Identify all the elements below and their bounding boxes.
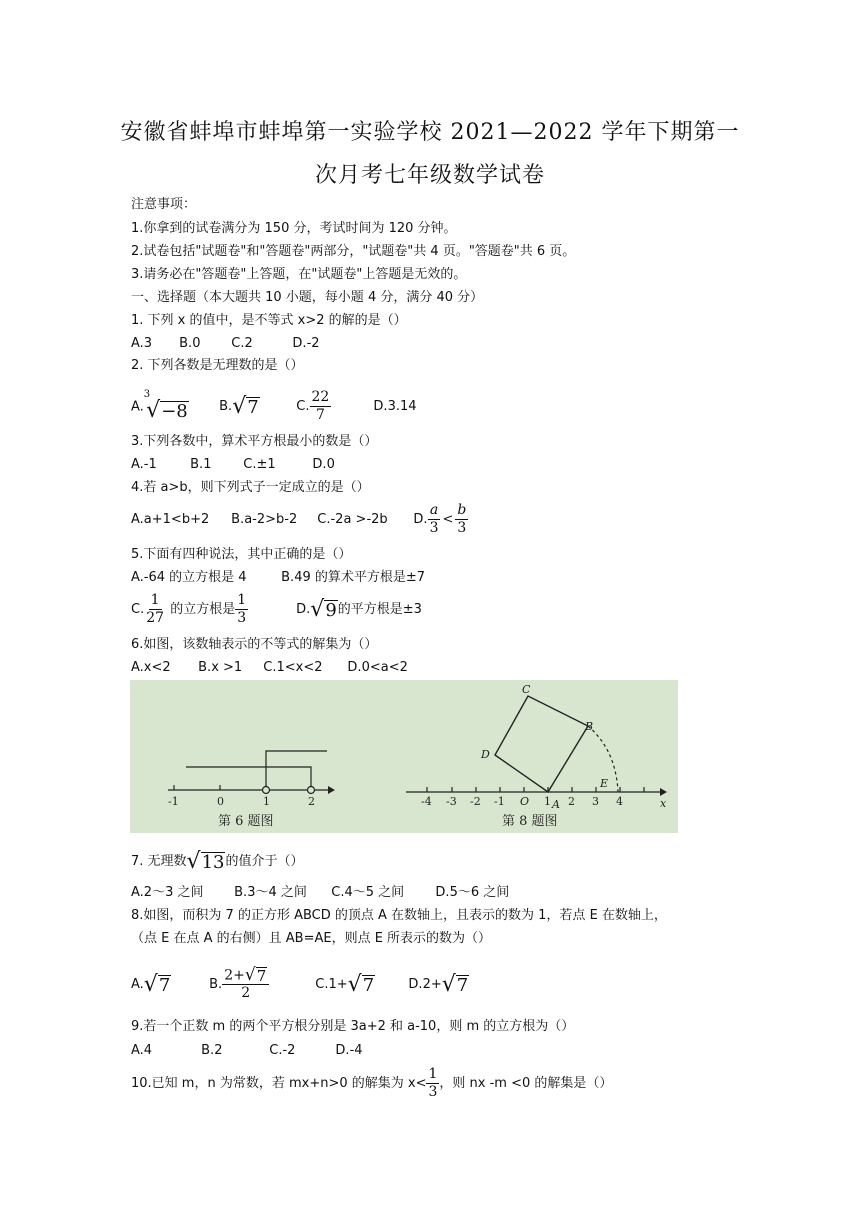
- q5-option-c: [131, 592, 292, 628]
- figure-svg: [130, 680, 678, 833]
- q4-d-prefix: D.: [413, 512, 428, 527]
- q4-option-c: C.-2a >-2b: [317, 512, 388, 527]
- q9-option-b: B.2: [201, 1043, 223, 1058]
- q2-a-prefix: A.: [131, 399, 144, 414]
- q6-stem: 6.如图，该数轴表示的不等式的解集为（）: [131, 637, 378, 652]
- fig8-axis-label: x: [660, 797, 667, 810]
- q5-stem: 5.下面有四种说法，其中正确的是（）: [131, 547, 352, 562]
- q2-stem: 2. 下列各数是无理数的是（）: [131, 358, 304, 373]
- radicand: 7: [256, 966, 267, 985]
- radicand: 7: [362, 974, 375, 996]
- fig8-tick-label: -1: [494, 795, 505, 808]
- root-index: 3: [143, 388, 151, 400]
- q6-option-d: D.0<a<2: [347, 660, 408, 675]
- fig8-point-d: D: [481, 748, 490, 761]
- fig6-open-circle: [308, 787, 315, 794]
- fig8-tick-label: 3: [592, 795, 599, 808]
- q5-options-cd: [131, 592, 422, 628]
- fig8-tick-label: 2: [568, 795, 575, 808]
- q4-options: [131, 502, 468, 538]
- fig6-number-line: [168, 751, 335, 794]
- fig8-tick-label: 1: [544, 795, 551, 808]
- q5-option-a: A.-64 的立方根是 4: [131, 570, 247, 585]
- q5-c-text: 的立方根是: [170, 602, 236, 617]
- q5-option-b: B.49 的算术平方根是±7: [281, 570, 426, 585]
- fraction-a-over-3: [428, 502, 441, 537]
- fig8-tick-label: -3: [446, 795, 457, 808]
- q2-b-prefix: B.: [219, 399, 233, 414]
- note-item-1: 1.你拿到的试卷满分为 150 分，考试时间为 120 分钟。: [131, 221, 457, 236]
- radicand: −8: [161, 400, 188, 422]
- fig6-axis-arrow: [328, 786, 335, 794]
- q1-option-d: D.-2: [292, 336, 320, 351]
- fig6-tick-label: 2: [308, 795, 315, 808]
- q5-d-prefix: D.: [296, 602, 311, 617]
- q2-option-c: [296, 389, 369, 424]
- q5-d-text: 的平方根是±3: [337, 602, 422, 617]
- q9-option-a: A.4: [131, 1043, 153, 1058]
- q3-option-d: D.0: [312, 457, 335, 472]
- square-root: √ 7: [244, 964, 267, 985]
- q6-option-b: B.x >1: [198, 660, 243, 675]
- numerator: 1: [428, 1066, 438, 1082]
- square-root: √ 13: [186, 848, 225, 874]
- q1-option-c: C.2: [231, 336, 253, 351]
- fig8-point-a: A: [552, 798, 560, 811]
- q1-option-a: A.3: [131, 336, 153, 351]
- fraction: [235, 592, 248, 627]
- fig6-range-left: [186, 767, 311, 787]
- fig6-caption: 第 6 题图: [218, 814, 274, 829]
- q8-option-a: [131, 962, 205, 1008]
- radicand: 7: [247, 396, 259, 418]
- q7-stem-suffix: 的值介于（）: [225, 854, 304, 869]
- q8-stem-2: （点 E 在点 A 的右侧）且 AB=AE，则点 E 所表示的数为（）: [131, 931, 492, 946]
- q6-options: [131, 659, 408, 677]
- q2-option-a: [131, 388, 215, 423]
- fig8-tick-label: -2: [470, 795, 481, 808]
- q3-option-b: B.1: [190, 457, 212, 472]
- notes-heading: 注意事项：: [131, 197, 197, 212]
- note-item-2: 2.试卷包括"试题卷"和"答题卷"两部分，"试题卷"共 4 页。"答题卷"共 6 页。: [131, 244, 576, 259]
- figure-panel: [130, 680, 678, 833]
- numerator: [222, 964, 269, 986]
- note-item-3: 3.请务必在"答题卷"上答题，在"试题卷"上答题是无效的。: [131, 267, 467, 282]
- q7-stem: [131, 848, 304, 876]
- fig6-range-right: [266, 751, 327, 787]
- fraction: [222, 964, 269, 1003]
- q7-option-d: D.5～6 之间: [435, 885, 510, 900]
- q1-options: [131, 335, 320, 353]
- cube-root: 3 √ −8: [144, 392, 189, 422]
- q2-option-d: D.3.14: [373, 399, 417, 414]
- q3-option-a: A.-1: [131, 457, 157, 472]
- fig8-tick-label: 4: [616, 795, 623, 808]
- q4-option-a: A.a+1<b+2: [131, 512, 210, 527]
- q1-stem: 1. 下列 x 的值中，是不等式 x>2 的解的是（）: [131, 313, 407, 328]
- q9-option-c: C.-2: [269, 1043, 296, 1058]
- square-root: √ 7: [441, 971, 469, 997]
- denominator: 3: [429, 520, 439, 536]
- q8-option-d: [408, 962, 469, 1008]
- numerator: a: [429, 502, 439, 518]
- q8-a-prefix: A.: [131, 977, 144, 992]
- denominator: 27: [146, 610, 165, 626]
- square-root: √ 7: [143, 971, 171, 997]
- fig8-square-abcd: [495, 696, 588, 792]
- numerator: 1: [237, 592, 247, 608]
- denominator: 3: [237, 610, 247, 626]
- square-root: √ 7: [232, 393, 259, 419]
- square-root: √ 9: [310, 596, 337, 622]
- fraction: [144, 592, 166, 627]
- numerator: b: [457, 502, 467, 518]
- q2-option-b: [219, 392, 292, 422]
- q8-b-prefix: B.: [209, 977, 223, 992]
- numerator: 1: [150, 592, 160, 608]
- radicand: 7: [158, 974, 171, 996]
- q6-option-a: A.x<2: [131, 660, 171, 675]
- fraction-b-over-3: [455, 502, 468, 537]
- q8-options: [131, 962, 469, 1008]
- title-line-2: 次月考七年级数学试卷: [314, 163, 545, 188]
- numerator: 22: [311, 389, 330, 405]
- fig6-tick-label: 1: [263, 795, 270, 808]
- denominator: 3: [457, 520, 467, 536]
- q2-options: [131, 389, 417, 424]
- q10-stem: [131, 1064, 612, 1104]
- q8-option-c: [315, 962, 404, 1008]
- fig6-tick-label: -1: [168, 795, 179, 808]
- q4-option-b: B.a-2>b-2: [231, 512, 298, 527]
- q3-stem: 3.下列各数中，算术平方根最小的数是（）: [131, 434, 378, 449]
- q10-stem-prefix: 10.已知 m，n 为常数，若 mx+n>0 的解集为 x<: [131, 1076, 427, 1091]
- radicand: 9: [325, 599, 337, 621]
- q9-stem: 9.若一个正数 m 的两个平方根分别是 3a+2 和 a-10，则 m 的立方根为（）: [131, 1019, 575, 1034]
- q8-d-prefix: D.2+: [408, 977, 442, 992]
- q8-c-prefix: C.1+: [315, 977, 348, 992]
- q8-stem-1: 8.如图，而积为 7 的正方形 ABCD 的顶点 A 在数轴上，且表示的数为 1，若点 E 在数轴上，: [131, 908, 667, 923]
- q4-option-d: [413, 502, 468, 538]
- q7-option-b: B.3～4 之间: [234, 885, 307, 900]
- q1-option-b: B.0: [179, 336, 201, 351]
- q8-option-b: [209, 962, 311, 1008]
- q6-option-c: C.1<x<2: [263, 660, 323, 675]
- fig8-point-c: C: [522, 683, 531, 696]
- q5-options-ab: [131, 569, 425, 587]
- fraction: [310, 389, 332, 424]
- q7-options: [131, 884, 509, 902]
- fig8-caption: 第 8 题图: [502, 814, 558, 829]
- q5-option-d: [296, 592, 422, 628]
- q7-option-c: C.4～5 之间: [331, 885, 405, 900]
- q3-options: [131, 456, 335, 474]
- q2-c-prefix: C.: [296, 399, 310, 414]
- fig6-tick-label: 0: [217, 795, 224, 808]
- fig8-point-e: E: [600, 777, 609, 790]
- q4-stem: 4.若 a>b，则下列式子一定成立的是（）: [131, 480, 370, 495]
- q9-option-d: D.-4: [335, 1043, 363, 1058]
- fraction: [426, 1066, 439, 1101]
- q7-option-a: A.2～3 之间: [131, 885, 204, 900]
- q3-option-c: C.±1: [243, 457, 276, 472]
- denominator: 2: [241, 985, 251, 1002]
- fig8-point-b: B: [585, 720, 594, 733]
- q10-stem-suffix: ，则 nx -m <0 的解集是（）: [439, 1076, 613, 1091]
- fig6-open-circle: [263, 787, 270, 794]
- fig8-tick-label: -4: [421, 795, 432, 808]
- q9-options: [131, 1042, 363, 1060]
- q5-c-prefix: C.: [131, 602, 145, 617]
- radicand: 13: [201, 851, 225, 873]
- title-line-1: 安徽省蚌埠市蚌埠第一实验学校 2021—2022 学年下期第一: [120, 120, 740, 145]
- fig8-diagram: [406, 696, 667, 796]
- q7-stem-prefix: 7. 无理数: [131, 854, 187, 869]
- numerator-prefix: 2+: [224, 967, 245, 984]
- fig8-tick-label: O: [520, 795, 530, 808]
- denominator: 7: [315, 407, 325, 423]
- radicand: 7: [456, 974, 469, 996]
- section-heading: 一、选择题（本大题共 10 小题，每小题 4 分，满分 40 分）: [131, 290, 484, 305]
- square-root: √ 7: [347, 971, 375, 997]
- less-than: <: [442, 512, 454, 527]
- denominator: 3: [428, 1084, 438, 1100]
- fig8-axis-arrow: [660, 788, 667, 796]
